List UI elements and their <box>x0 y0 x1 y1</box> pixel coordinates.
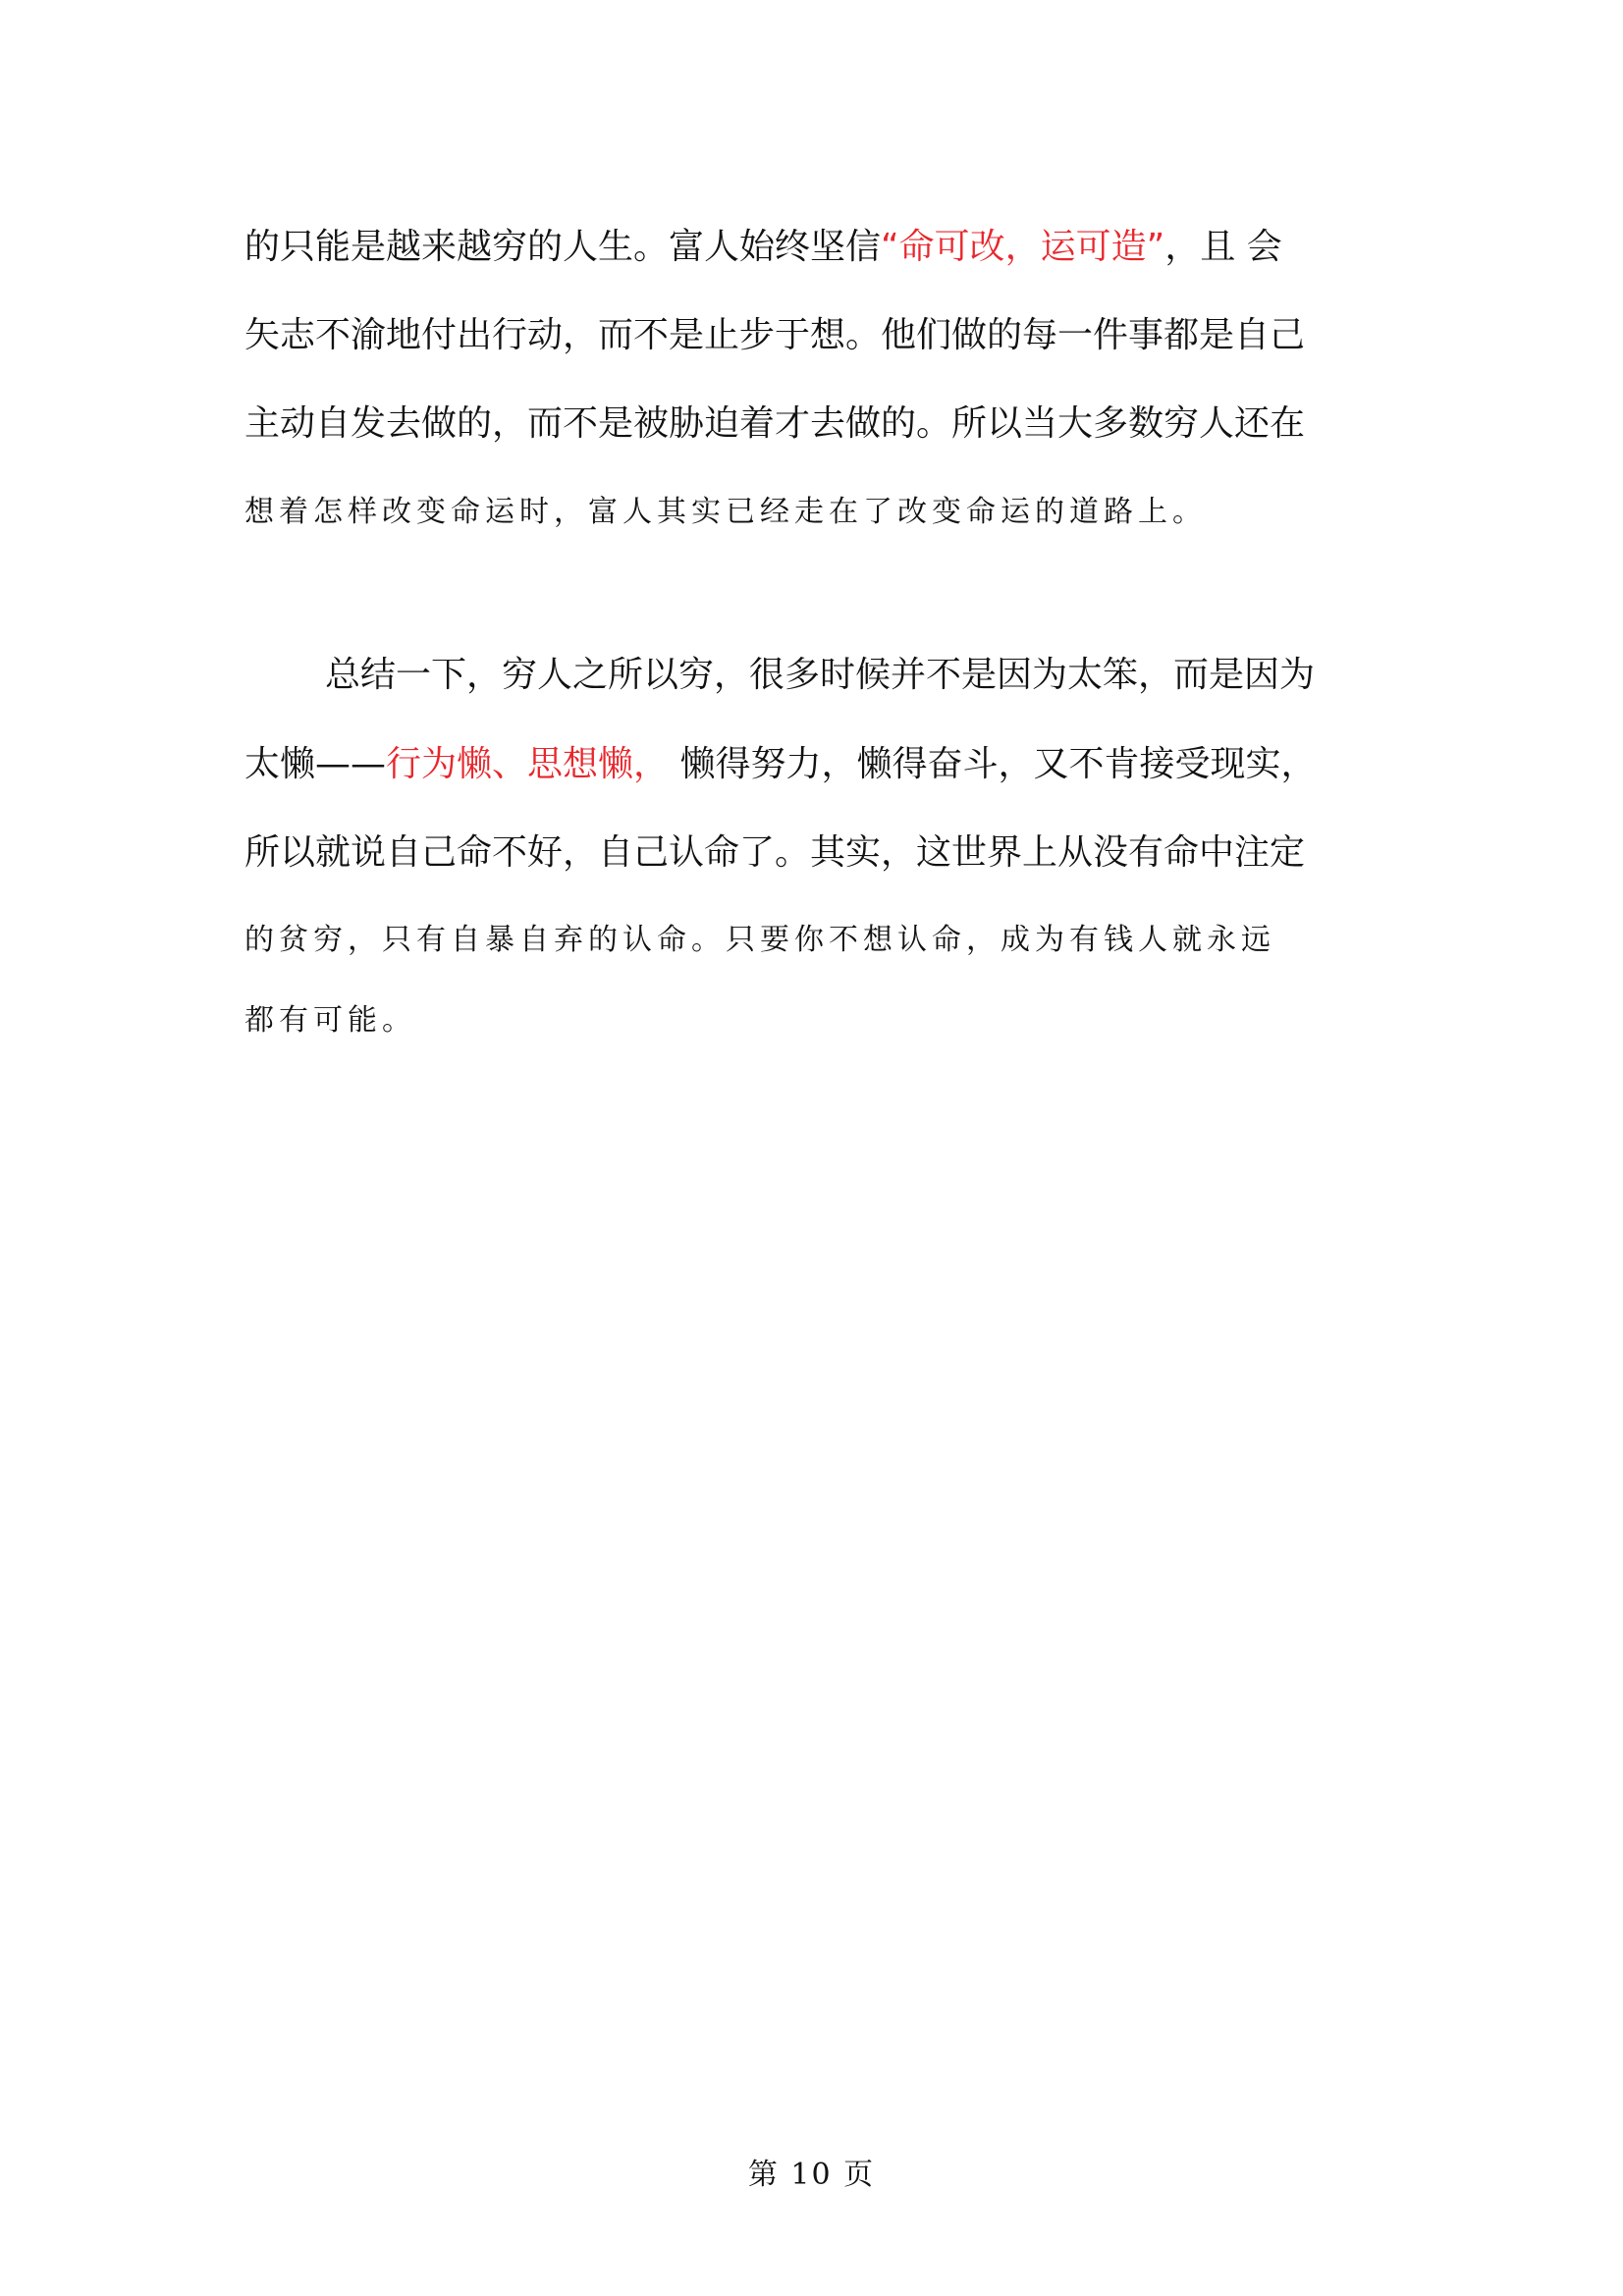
paragraph2-line2-text: 太懒—— <box>244 744 387 784</box>
paragraph1-line1-text: 的只能是越来越穷的人生。富人始终坚信 <box>244 227 882 267</box>
paragraph2-line4: 的贫穷，只有自暴自弃的认命。只要你不想认命，成为有钱人就永远 <box>244 923 1275 957</box>
page-number: 第 10 页 <box>747 2158 876 2192</box>
paragraph2-line3: 所以就说自己命不好，自己认命了。其实，这世界上从没有命中注定 <box>244 832 1306 873</box>
highlighted-phrase: 行为懒、思想懒， <box>386 744 670 784</box>
highlighted-quote: “命可改，运可造” <box>881 227 1165 267</box>
paragraph1-line3: 主动自发去做的，而不是被胁迫着才去做的。所以当大多数穷人还在 <box>244 403 1306 444</box>
paragraph1-line2: 矢志不渝地付出行动，而不是止步于想。他们做的每一件事都是自己 <box>244 315 1306 355</box>
paragraph2-line2 <box>244 741 1393 788</box>
paragraph1-line4: 想着怎样改变命运时，富人其实已经走在了改变命运的道路上。 <box>244 495 1207 529</box>
paragraph2-line1: 总结一下，穷人之所以穷，很多时候并不是因为太笨，而是因为 <box>325 655 1316 695</box>
paragraph2-line5: 都有可能。 <box>244 1003 416 1038</box>
paragraph2-line2-tail: 懒得努力，懒得奋斗，又不肯接受现实， <box>669 744 1317 784</box>
paragraph1-line1-tail: ，且 会 <box>1164 227 1282 267</box>
paragraph1-line1 <box>244 224 1393 271</box>
